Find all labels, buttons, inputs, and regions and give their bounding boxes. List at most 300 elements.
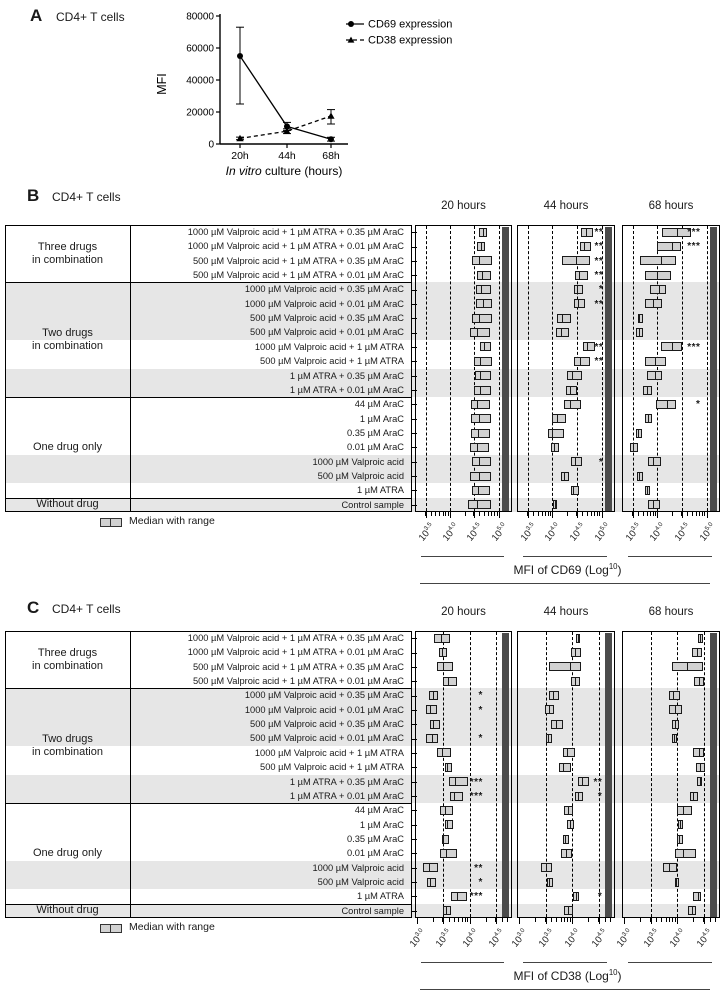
drug-group-label [5, 688, 130, 803]
range-box [443, 906, 451, 915]
median-line [478, 429, 479, 438]
axis-minor-tick [638, 512, 639, 516]
condition-row-label: 1 µM ATRA [356, 891, 404, 902]
mfi-timecourse-svg [150, 4, 490, 186]
row-tick [412, 476, 417, 477]
median-line [683, 806, 684, 815]
axis-minor-tick [597, 512, 598, 516]
y-tick-label: 0 [208, 139, 214, 151]
range-box [574, 299, 586, 308]
median-line [661, 256, 662, 265]
median-line [578, 792, 579, 801]
drug-group-label-line1: Two drugs [42, 326, 93, 339]
axis-tick-label: $10^{3.0}$ [407, 927, 425, 950]
median-line [549, 878, 550, 887]
condition-row-label: 500 µM Valproic acid [317, 876, 404, 887]
row-tick [412, 710, 417, 711]
range-box [476, 285, 491, 294]
condition-row-label: 0.01 µM AraC [346, 848, 404, 859]
axis-minor-tick [692, 512, 693, 516]
condition-row-label: 1000 µM Valproic acid + 1 µM ATRA + 0.35 µM AraC [187, 633, 404, 643]
axis-tick-label: $10^{3.5}$ [641, 927, 659, 950]
axis-minor-tick [497, 512, 498, 516]
axis-underline [523, 962, 607, 963]
range-box [472, 486, 490, 495]
range-box [549, 662, 582, 671]
range-box [548, 429, 564, 438]
triangle-marker [327, 112, 334, 118]
axis-minor-tick [599, 512, 600, 516]
axis-minor-tick [551, 918, 552, 922]
axis-title-close: ) [617, 563, 622, 577]
axis-minor-tick [650, 512, 651, 516]
median-line [562, 314, 563, 323]
y-tick-label: 80000 [186, 11, 214, 23]
median-line [675, 705, 676, 714]
median-line [679, 835, 680, 844]
row-tick [412, 290, 417, 291]
legend-label: Median with range [129, 515, 215, 527]
drug-group-label-line1: One drug only [32, 846, 103, 859]
axis-minor-tick [486, 918, 487, 922]
row-tick [412, 490, 417, 491]
plot-panel-frame [415, 225, 512, 512]
axis-major-tick [546, 918, 547, 924]
median-line [677, 228, 678, 237]
median-line [577, 285, 578, 294]
condition-row-label: 1 µM ATRA + 0.35 µM AraC [289, 370, 404, 381]
significance-mark: * [598, 456, 604, 468]
axis-tick-exponent: 3.0 [515, 927, 527, 939]
median-line [570, 820, 571, 829]
significance-mark: * [478, 704, 483, 716]
axis-major-tick [496, 918, 497, 924]
condition-row-label: 500 µM Valproic acid + 0.01 µM AraC [250, 327, 404, 338]
axis-title-text: MFI of CD69 (Log [513, 563, 609, 577]
axis-minor-tick [484, 512, 485, 516]
axis-tick-label: $10^{3.0}$ [509, 927, 527, 950]
axis-minor-tick [439, 512, 440, 516]
axis-major-tick [470, 918, 471, 924]
range-box [437, 748, 451, 757]
median-line [655, 357, 656, 366]
axis-tick-exponent: 4.5 [470, 521, 482, 533]
axis-minor-tick [687, 512, 688, 516]
axis-minor-tick [647, 512, 648, 516]
condition-row-label: 1 µM ATRA + 0.01 µM AraC [289, 384, 404, 395]
row-tick [412, 232, 417, 233]
axis-tick-exponent: 3.0 [413, 927, 425, 939]
plot-panel-frame [622, 225, 720, 512]
axis-minor-tick [556, 918, 557, 922]
x-tick-label: 68h [322, 150, 340, 162]
median-line [700, 777, 701, 786]
axis-major-tick [499, 512, 500, 518]
panel-b-title: CD4+ T cells [52, 190, 121, 204]
axis-tick-label: $10^{4.5}$ [567, 521, 585, 544]
median-line [454, 792, 455, 801]
range-box [437, 662, 453, 671]
axis-minor-tick [494, 512, 495, 516]
median-line [700, 763, 701, 772]
median-line [553, 691, 554, 700]
range-box [657, 242, 681, 251]
range-box [648, 457, 662, 466]
axis-minor-tick [693, 918, 694, 922]
axis-tick-exponent: 3.5 [422, 521, 434, 533]
axis-minor-tick [479, 512, 480, 516]
median-line [570, 662, 571, 671]
median-line [575, 648, 576, 657]
median-line [549, 705, 550, 714]
median-line [477, 400, 478, 409]
drug-group-label-line1: Two drugs [42, 732, 93, 745]
median-line [683, 849, 684, 858]
range-box [574, 285, 584, 294]
axis-tick-label: $10^{4.5}$ [672, 521, 690, 544]
median-line [447, 763, 448, 772]
range-box [468, 500, 491, 509]
axis-minor-tick [655, 512, 656, 516]
range-box [556, 328, 568, 337]
drug-group-label-line1: Three drugs [37, 240, 98, 253]
median-line [477, 443, 478, 452]
axis-tick-label: $10^{4.0}$ [460, 927, 478, 950]
significance-mark: ** [594, 241, 604, 253]
axis-tick-exponent: 4.0 [673, 927, 685, 939]
median-line [639, 314, 640, 323]
axis-minor-tick [545, 512, 546, 516]
axis-major-tick [599, 918, 600, 924]
circle-marker [328, 136, 334, 142]
median-line [633, 443, 634, 452]
range-box [440, 849, 457, 858]
axis-major-tick [651, 918, 652, 924]
median-line [479, 472, 480, 481]
axis-minor-tick [640, 918, 641, 922]
median-line [480, 357, 481, 366]
axis-minor-tick [462, 918, 463, 922]
median-line [576, 256, 577, 265]
axis-minor-tick [582, 512, 583, 516]
axis-tick-exponent: 4.5 [678, 521, 690, 533]
axis-tick-exponent: 4.0 [446, 521, 458, 533]
range-box [552, 414, 566, 423]
axis-tick-label: $10^{4.0}$ [562, 927, 580, 950]
axis-tick-exponent: 4.5 [700, 927, 712, 939]
row-tick [412, 404, 417, 405]
row-tick [412, 753, 417, 754]
axis-minor-tick [672, 918, 673, 922]
median-line [700, 634, 701, 643]
axis-tick-exponent: 4.0 [568, 927, 580, 939]
median-line [455, 777, 456, 786]
axis-tick-exponent: 5.0 [495, 521, 507, 533]
row-tick [412, 739, 417, 740]
legend-swatch [100, 518, 122, 527]
median-line [653, 299, 654, 308]
drug-group-label [5, 631, 130, 688]
axis-tick-label: $10^{4.5}$ [694, 927, 712, 950]
axis-title-exponent: 10 [608, 562, 618, 571]
row-tick [412, 896, 417, 897]
median-line [680, 820, 681, 829]
axis-tick-label: $10^{4.5}$ [589, 927, 607, 950]
median-line [674, 734, 675, 743]
range-box [546, 734, 552, 743]
range-box [564, 400, 580, 409]
range-box [472, 256, 491, 265]
axis-minor-tick [449, 918, 450, 922]
range-box [567, 371, 582, 380]
condition-row-label: 500 µM Valproic acid [317, 470, 404, 481]
significance-mark: *** [469, 776, 483, 788]
condition-row-label: 0.01 µM AraC [346, 442, 404, 453]
axis-major-tick [443, 918, 444, 924]
median-line [546, 863, 547, 872]
row-tick [412, 447, 417, 448]
significance-mark: *** [687, 341, 701, 353]
range-box [630, 443, 637, 452]
significance-mark: ** [594, 356, 604, 368]
y-axis-title: MFI [155, 73, 169, 95]
row-tick [412, 333, 417, 334]
axis-minor-tick [715, 918, 716, 922]
median-line [693, 792, 694, 801]
range-box [575, 792, 584, 801]
axis-tick-label: $10^{3.5}$ [623, 521, 641, 544]
axis-tick-label: $10^{4.0}$ [648, 521, 665, 544]
condition-row-label: 1000 µM Valproic acid + 0.01 µM AraC [244, 704, 404, 715]
drug-group-label-line1: One drug only [32, 440, 103, 453]
condition-row-label: Control sample [341, 499, 404, 510]
range-box [559, 763, 572, 772]
range-box [583, 342, 595, 351]
row-tick [412, 638, 417, 639]
axis-tick-exponent: 3.5 [542, 927, 554, 939]
condition-row-label: 500 µM Valproic acid + 1 µM ATRA + 0.35 µM AraC [192, 255, 404, 266]
median-line [567, 748, 568, 757]
condition-row-label: 44 µM AraC [354, 399, 404, 410]
axis-minor-tick [710, 918, 711, 922]
median-line [639, 472, 640, 481]
panel-a-title: CD4+ T cells [56, 10, 125, 24]
axis-tick-exponent: 5.0 [703, 521, 715, 533]
row-tick [412, 724, 417, 725]
median-line [484, 342, 485, 351]
significance-mark: ** [594, 227, 604, 238]
axis-minor-tick [465, 918, 466, 922]
median-line [697, 648, 698, 657]
panel-c-letter: C [27, 598, 40, 617]
axis-minor-tick [570, 918, 571, 922]
axis-tick-exponent: 4.0 [466, 927, 478, 939]
median-line [657, 271, 658, 280]
axis-minor-tick [587, 512, 588, 516]
median-line [568, 806, 569, 815]
range-box [440, 806, 453, 815]
axis-minor-tick [550, 512, 551, 516]
median-line [699, 748, 700, 757]
median-line [433, 720, 434, 729]
axis-minor-tick [702, 512, 703, 516]
condition-row-label: 1000 µM Valproic acid + 0.35 µM AraC [244, 690, 404, 701]
axis-minor-tick [445, 512, 446, 516]
range-box [640, 256, 676, 265]
legend-circle-icon [348, 21, 354, 27]
drug-group-label [5, 904, 130, 918]
median-line [479, 314, 480, 323]
range-box [471, 429, 490, 438]
median-line [638, 429, 639, 438]
axis-major-tick [519, 918, 520, 924]
range-box [471, 414, 491, 423]
median-line [570, 400, 571, 409]
saturation-bar [605, 227, 612, 511]
median-line [556, 720, 557, 729]
significance-mark: ** [593, 776, 603, 788]
median-line [579, 271, 580, 280]
axis-major-tick [707, 512, 708, 518]
range-box [445, 763, 452, 772]
axis-minor-tick [488, 512, 489, 516]
axis-major-tick [633, 512, 634, 518]
median-line [552, 429, 553, 438]
drug-group-label [5, 225, 130, 282]
condition-row-label: 1 µM ATRA + 0.01 µM AraC [289, 790, 404, 801]
plot-panel-frame [517, 631, 615, 918]
median-line [647, 486, 648, 495]
range-box [470, 328, 490, 337]
axis-tick-label: $10^{3.5}$ [434, 927, 451, 950]
axis-minor-tick [458, 918, 459, 922]
axis-minor-tick [548, 512, 549, 516]
median-line [430, 878, 431, 887]
legend-label: Median with range [129, 921, 215, 933]
significance-mark: * [478, 690, 483, 702]
row-tick [412, 696, 417, 697]
median-line [557, 414, 558, 423]
median-line [667, 400, 668, 409]
median-line [430, 705, 431, 714]
axis-tick-label: $10^{4.5}$ [465, 521, 482, 544]
drug-group-label-line2: in combination [32, 745, 103, 758]
axis-tick-label: $10^{3.5}$ [416, 521, 434, 544]
axis-tick-exponent: 4.5 [492, 927, 504, 939]
condition-row-label: 1000 µM Valproic acid [312, 456, 404, 467]
range-box [450, 792, 463, 801]
panel-b-letter: B [27, 186, 40, 205]
condition-row-label: 1000 µM Valproic acid + 0.35 µM AraC [244, 284, 404, 295]
axis-minor-tick [502, 918, 503, 922]
row-tick [412, 247, 417, 248]
axis-minor-tick [666, 918, 667, 922]
condition-row-label: 1 µM AraC [359, 819, 404, 830]
range-box [430, 720, 440, 729]
median-line [653, 457, 654, 466]
condition-row-label: 500 µM Valproic acid + 1 µM ATRA + 0.01 µM AraC [192, 270, 404, 281]
axis-tick-exponent: 3.5 [629, 521, 641, 533]
y-tick-label: 40000 [186, 75, 214, 87]
row-tick [412, 911, 417, 912]
axis-major-tick [417, 918, 418, 924]
condition-row-label: 1000 µM Valproic acid [312, 862, 404, 873]
axis-underline [421, 962, 504, 963]
row-tick [412, 825, 417, 826]
median-line [479, 457, 480, 466]
range-box [423, 863, 438, 872]
median-line [478, 486, 479, 495]
axis-minor-tick [491, 512, 492, 516]
median-line [568, 906, 569, 915]
axis-minor-tick [704, 512, 705, 516]
circle-marker [237, 53, 243, 59]
median-line [669, 863, 670, 872]
drug-group-label [5, 397, 130, 497]
axis-minor-tick [561, 918, 562, 922]
y-tick-label: 20000 [186, 107, 214, 119]
median-line [554, 443, 555, 452]
row-tick [412, 796, 417, 797]
axis-tick-exponent: 4.5 [573, 521, 585, 533]
significance-mark: ** [474, 862, 483, 874]
row-tick [412, 767, 417, 768]
saturation-bar [710, 633, 717, 917]
range-box [472, 457, 491, 466]
drug-group-label [5, 803, 130, 903]
condition-row-label: 1 µM AraC [359, 413, 404, 424]
axis-major-tick [572, 918, 573, 924]
median-line [445, 806, 446, 815]
axis-major-tick [552, 512, 553, 518]
axis-tick-exponent: 5.0 [598, 521, 610, 533]
axis-minor-tick [533, 512, 534, 516]
x-axis-title: In vitro culture (hours) [225, 164, 343, 178]
median-line [481, 285, 482, 294]
time-column-header: 44 hours [543, 200, 589, 212]
range-box [675, 849, 696, 858]
axis-tick-label: $10^{4.0}$ [543, 521, 560, 544]
median-line [441, 634, 442, 643]
condition-row-label: 1000 µM Valproic acid + 0.01 µM AraC [244, 298, 404, 309]
drug-group-label-line2: in combination [32, 659, 103, 672]
axis-minor-tick [696, 512, 697, 516]
axis-minor-tick [699, 512, 700, 516]
range-box [557, 314, 571, 323]
axis-major-tick [677, 918, 678, 924]
condition-row-label: 1000 µM Valproic acid + 1 µM ATRA + 0.35 µM AraC [187, 227, 404, 237]
significance-mark: *** [469, 891, 483, 903]
median-line [447, 820, 448, 829]
axis-minor-tick [538, 512, 539, 516]
significance-mark: *** [687, 227, 701, 238]
significance-mark: * [695, 399, 701, 411]
significance-mark: * [478, 876, 483, 888]
axis-tick-exponent: 3.0 [620, 927, 632, 939]
axis-minor-tick [431, 512, 432, 516]
range-box [563, 748, 575, 757]
median-line [443, 662, 444, 671]
range-box [449, 777, 468, 786]
median-line [481, 242, 482, 251]
axis-underline [628, 556, 712, 557]
median-line [673, 691, 674, 700]
condition-row-label: 500 µM Valproic acid + 0.35 µM AraC [250, 719, 404, 730]
median-line [584, 242, 585, 251]
median-line [561, 328, 562, 337]
median-line [432, 734, 433, 743]
range-box [677, 806, 691, 815]
